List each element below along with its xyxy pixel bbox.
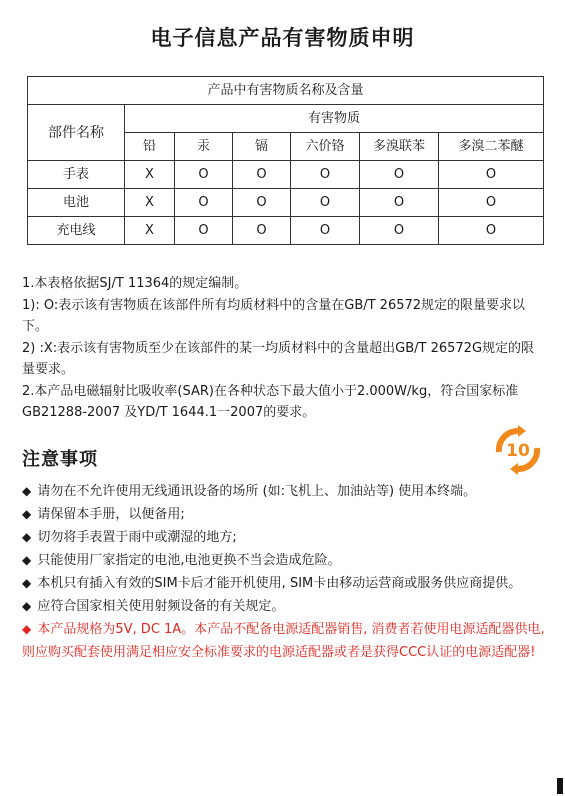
part-name-header: 部件名称: [28, 105, 125, 161]
diamond-bullet-icon: ◆: [22, 599, 32, 613]
table-cell: O: [360, 217, 439, 245]
substance-header: 多溴联苯: [360, 133, 439, 161]
page-edge-mark: [557, 778, 563, 794]
table-cell: O: [360, 189, 439, 217]
note-sar: 2.本产品电磁辐射比吸收率(SAR)在各种状态下最大值小于2.000W/kg，符合国家标准GB21288-2007 及YD/T 1644.1一2007的要求。: [22, 383, 519, 420]
list-item: ◆ 只能使用厂家指定的电池,电池更换不当会造成危险。: [22, 553, 341, 568]
table-cell: O: [291, 161, 360, 189]
hazardous-substances-table: [27, 76, 544, 245]
table-cell: X: [125, 189, 175, 217]
table-cell: O: [439, 217, 544, 245]
list-item: ◆ 应符合国家相关使用射频设备的有关规定。: [22, 599, 285, 614]
table-row: [28, 189, 544, 217]
table-cell: O: [360, 161, 439, 189]
table-cell: X: [125, 217, 175, 245]
diamond-bullet-icon: ◆: [22, 553, 32, 567]
list-item: ◆ 切勿将手表置于雨中或潮湿的地方;: [22, 530, 237, 545]
part-name-cell: 手表: [28, 161, 125, 189]
diamond-bullet-icon: ◆: [22, 507, 32, 521]
power-adapter-warning: ◆ 本产品规格为5V, DC 1A。本产品不配备电源适配器销售, 消费者若使用电源适配器供电, 则应购买配套使用满足相应安全标准要求的电源适配器或者是获得CCC认证的电源适配器!: [22, 622, 545, 660]
table-row: [28, 161, 544, 189]
list-item: ◆ 请保留本手册，以便备用;: [22, 507, 185, 522]
table-notes: [22, 273, 542, 424]
note-x-definition: 2) :X:表示该有害物质至少在该部件的某一均质材料中的含量超出GB/T 26572G规定的限量要求。: [22, 340, 535, 377]
table-caption: 产品中有害物质名称及含量: [28, 77, 544, 105]
substance-header: 多溴二苯醚: [439, 133, 544, 161]
substance-header: 汞: [175, 133, 233, 161]
precautions-list: [22, 480, 546, 664]
substance-header: 六价铬: [291, 133, 360, 161]
table-cell: O: [233, 189, 291, 217]
table-cell: O: [175, 161, 233, 189]
diamond-bullet-icon: ◆: [22, 622, 32, 636]
eco-recycle-10-icon: [493, 425, 543, 475]
part-name-cell: 电池: [28, 189, 125, 217]
table-cell: O: [233, 217, 291, 245]
table-cell: O: [291, 189, 360, 217]
table-cell: O: [175, 189, 233, 217]
table-cell: O: [439, 189, 544, 217]
page-title: 电子信息产品有害物质申明: [150, 26, 415, 50]
table-cell: O: [233, 161, 291, 189]
list-item: ◆ 本机只有插入有效的SIM卡后才能开机使用, SIM卡由移动运营商或服务供应商提供。: [22, 576, 522, 591]
table-cell: O: [291, 217, 360, 245]
substance-header: 镉: [233, 133, 291, 161]
precautions-title: 注意事项: [22, 449, 98, 470]
substance-header: 铅: [125, 133, 175, 161]
diamond-bullet-icon: ◆: [22, 530, 32, 544]
diamond-bullet-icon: ◆: [22, 484, 32, 498]
list-item: ◆ 请勿在不允许使用无线通讯设备的场所 (如:飞机上、加油站等) 使用本终端。: [22, 484, 477, 499]
table-cell: O: [175, 217, 233, 245]
note-o-definition: 1): O:表示该有害物质在该部件所有均质材料中的含量在GB/T 26572规定的限量要求以下。: [22, 297, 526, 334]
table-cell: X: [125, 161, 175, 189]
part-name-cell: 充电线: [28, 217, 125, 245]
table-cell: O: [439, 161, 544, 189]
table-row: [28, 217, 544, 245]
substance-group-header: 有害物质: [125, 105, 544, 133]
badge-number: 10: [506, 441, 530, 461]
note-standard: 1.本表格依据SJ/T 11364的规定编制。: [22, 276, 248, 291]
diamond-bullet-icon: ◆: [22, 576, 32, 590]
